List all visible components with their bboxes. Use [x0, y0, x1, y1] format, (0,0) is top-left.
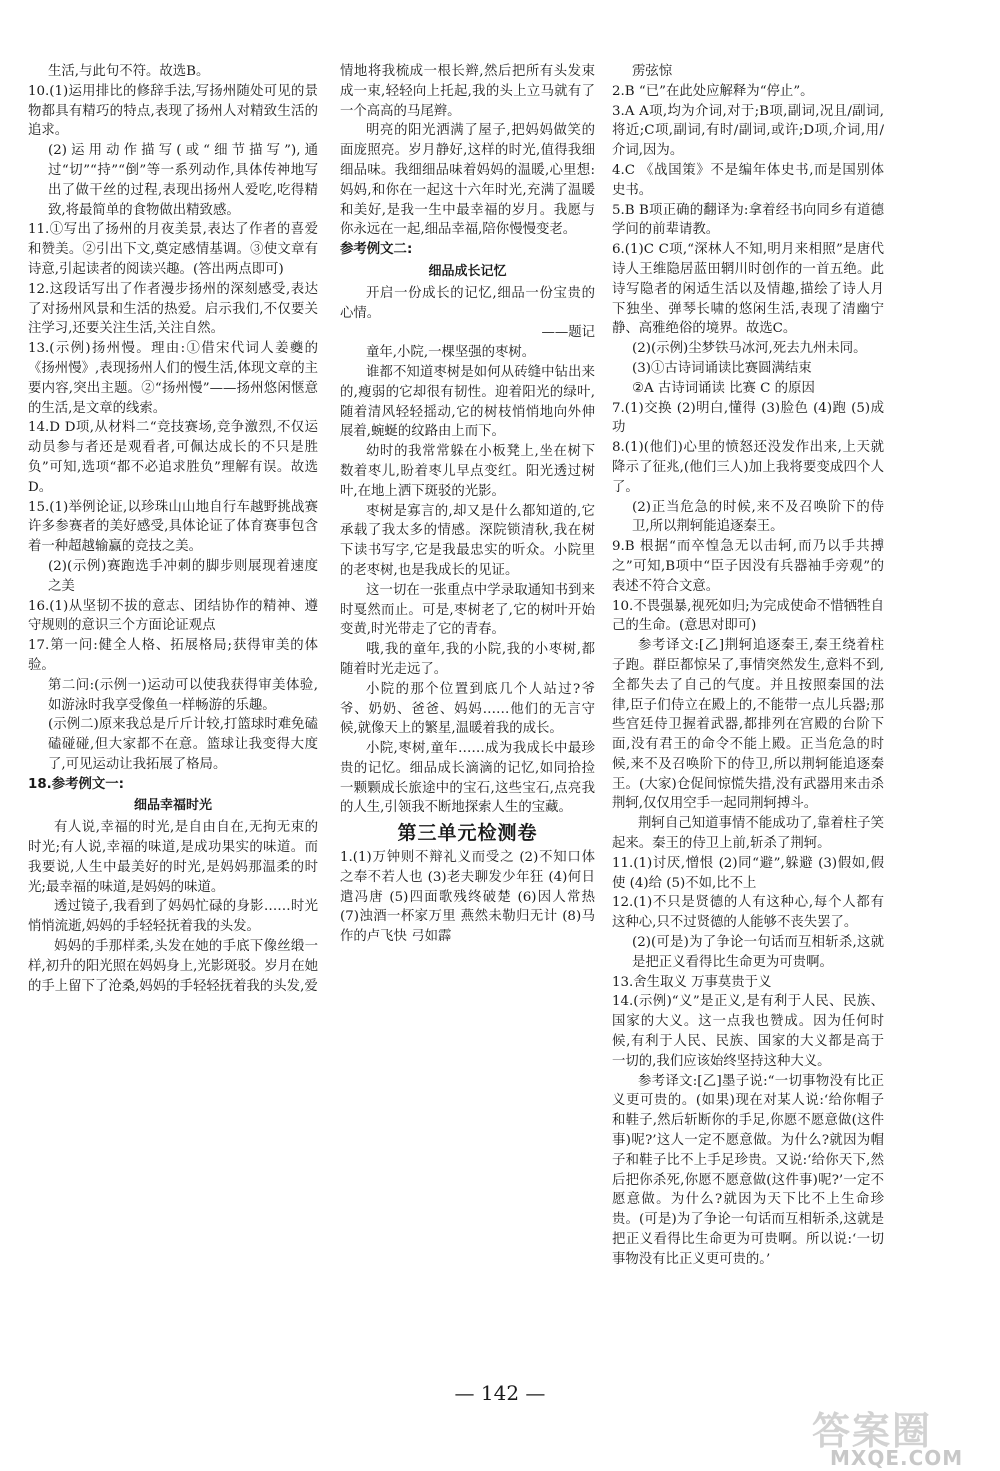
page-number: — 142 — [454, 1381, 546, 1405]
answer-paragraph: ②A 古诗词诵读 比赛 C 的原因 [632, 380, 815, 396]
answer-paragraph: 情地将我梳成一根长辫,然后把所有头发束成一束,轻轻向上托起,我的头上立马就有了一个高高的马尾辫。 [340, 64, 595, 119]
answer-paragraph: 12.这段话写出了作者漫步扬州的深刻感受,表达了对扬州风景和生活的热爱。启示我们,不仅要关注学习,还要关注生活,关注自然。 [28, 281, 318, 337]
answer-column-1 [28, 62, 318, 996]
answer-paragraph: 8.(1)(他们)心里的愤怒还没发作出来,上天就降示了征兆,(他们三人)加上我将要变成四个人了。 [612, 440, 884, 495]
answer-column-2 [340, 62, 595, 947]
answer-paragraph: 16.(1)从坚韧不拔的意志、团结协作的精神、遵守规则的意识三个方面论证观点 [28, 598, 318, 634]
answer-paragraph: 1.(1)万钟则不辩礼义而受之 (2)不知口体之奉不若人也 (3)老夫聊发少年狂 (4)何日遣冯唐 (5)四面歌残终破楚 (6)因人常热 (7)浊酒一杯家万里 燕然未勒归无计 (8)马作的卢飞快 弓如霹 [340, 850, 595, 945]
answer-paragraph: 17.第一问:健全人格、拓展格局;获得审美的体验。 [28, 638, 318, 673]
answer-paragraph: 荆轲自己知道事情不能成功了,靠着柱子笑起来。秦王的侍卫上前,斩杀了荆轲。 [612, 816, 884, 852]
answer-paragraph: 11.(1)讨厌,憎恨 (2)同“避”,躲避 (3)假如,假使 (4)给 (5)不如,比不上 [612, 855, 884, 891]
answer-paragraph: 谁都不知道枣树是如何从砖缝中钻出来的,瘦弱的它却很有韧性。迎着阳光的绿叶,随着清风轻轻摇动,它的树枝悄悄地向外伸展着,蜿蜒的纹路由上而下。 [340, 364, 595, 440]
watermark-url: MXQE.COM [830, 1446, 964, 1470]
answer-paragraph: 10.不畏强暴,视死如归;为完成使命不惜牺牲自己的生命。(意思对即可) [612, 598, 884, 634]
answer-paragraph: 妈妈的手那样柔,头发在她的手底下像丝缎一样,初升的阳光照在妈妈身上,光影斑驳。岁月在她的手上留下了沧桑,妈妈的手轻轻抚着我的头发,爱 [28, 939, 318, 994]
answer-paragraph: 童年,小院,一棵坚强的枣树。 [366, 345, 536, 361]
section-heading: 第三单元检测卷 [397, 822, 538, 845]
answer-paragraph: 11.①写出了扬州的月夜美景,表达了作者的喜爱和赞美。②引出下文,奠定感情基调。③使文章有诗意,引起读者的阅读兴趣。(答出两点即可) [28, 222, 318, 277]
answer-paragraph: 有人说,幸福的时光,是自由自在,无拘无束的时光;有人说,幸福的味道,是成功果实的味道。而我要说,人生中最美好的时光,是妈妈那温柔的时光;最幸福的味道,是妈妈的味道。 [28, 820, 318, 895]
answer-paragraph: 10.(1)运用排比的修辞手法,写扬州随处可见的景物都具有精巧的特点,表现了扬州人对精致生活的追求。 [28, 83, 318, 139]
essay-label: 18.参考例文一: [28, 776, 125, 792]
answer-paragraph: 5.B B项正确的翻译为:拿着经书向同乡有道德学问的前辈请教。 [612, 202, 884, 238]
answer-paragraph: (2)正当危急的时候,来不及召唤阶下的侍卫,所以荆轲能追逐秦王。 [632, 499, 884, 535]
answer-paragraph: 6.(1)C C项,“深林人不知,明月来相照”是唐代诗人王维隐居蓝田辋川时创作的一首五绝。此诗写隐者的闲适生活以及情趣,描绘了诗人月下独坐、弹琴长啸的悠闲生活,表现了清幽宁静、高雅绝俗的境界。故选C。 [612, 242, 884, 337]
answer-paragraph: 幼时的我常常躲在小板凳上,坐在树下数着枣儿,盼着枣儿早点变红。阳光透过树叶,在地上洒下斑驳的光影。 [340, 444, 595, 499]
answer-paragraph: 这一切在一张重点中学录取通知书到来时戛然而止。可是,枣树老了,它的树叶开始变黄,时光带走了它的青春。 [340, 582, 595, 638]
answer-paragraph: 第二问:(示例一)运动可以使我获得审美体验,如游泳时我享受像鱼一样畅游的乐趣。 [48, 677, 318, 713]
answer-paragraph: 3.A A项,均为介词,对于;B项,副词,况且/副词,将近;C项,副词,有时/副词,或许;D项,介词,用/介词,因为。 [612, 103, 884, 159]
answer-paragraph: 13.舍生取义 万事莫贵于义 [612, 974, 772, 990]
watermark-logo [812, 1400, 992, 1468]
answer-paragraph: 14.(示例)“义”是正义,是有利于人民、民族、国家的大义。这一点我也赞成。因为任何时候,有利于人民、民族、国家的大义都是高于一切的,我们应该始终坚持这种大义。 [612, 994, 884, 1069]
essay-title: 细品成长记忆 [428, 263, 507, 279]
answer-paragraph: 4.C 《战国策》不是编年体史书,而是国别体史书。 [612, 162, 884, 198]
answer-paragraph: 小院,枣树,童年……成为我成长中最珍贵的记忆。细品成长滴滴的记忆,如同拾捡一颗颗成长旅途中的宝石,这些宝石,点亮我的人生,引领我不断地探索人生的宝藏。 [340, 741, 595, 816]
essay-label: 参考例文二: [340, 242, 413, 258]
answer-paragraph: 透过镜子,我看到了妈妈忙碌的身影……时光悄悄流逝,妈妈的手轻轻抚着我的头发。 [28, 899, 318, 935]
answer-paragraph: (示例二)原来我总是斤斤计较,打篮球时难免磕磕碰碰,但大家都不在意。篮球让我变得大度了,可见运动让我拓展了格局。 [48, 717, 318, 772]
answer-column-3 [612, 62, 884, 1270]
answer-paragraph: 明亮的阳光洒满了屋子,把妈妈做笑的面庞照亮。岁月静好,这样的时光,值得我细细品味。我细细品味着妈妈的温暖,心里想:妈妈,和你在一起这十六年时光,充满了温暖和美好,是我一生中最幸福的岁月。我愿与你永远在一起,细品幸福,陪你慢慢变老。 [340, 123, 595, 238]
answer-paragraph: 小院的那个位置到底几个人站过?爷爷、奶奶、爸爸、妈妈……他们的无言守候,就像天上的繁星,温暖着我的成长。 [340, 681, 595, 737]
answer-paragraph: (2)(示例)尘梦铁马冰河,死去九州未同。 [632, 341, 867, 357]
answer-paragraph: 雳弦惊 [632, 64, 673, 79]
answer-paragraph: ——题记 [541, 325, 595, 341]
answer-paragraph: (2)运用动作描写(或“细节描写”),通过“切”“持”“倒”等一系列动作,具体传神地写出了做干丝的过程,表现出扬州人爱吃,吃得精致,将最简单的食物做出精致感。 [48, 143, 318, 218]
answer-paragraph: 枣树是寡言的,却又是什么都知道的,它承载了我太多的情感。深院锁清秋,我在树下读书写字,它是我最忠实的听众。小院里的老枣树,也是我成长的见证。 [340, 503, 595, 578]
answer-paragraph: 12.(1)不只是贤德的人有这种心,每个人都有这种心,只不过贤德的人能够不丧失罢了。 [612, 895, 884, 931]
answer-paragraph: 13.(示例)扬州慢。理由:①借宋代词人姜夔的《扬州慢》,表现扬州人们的慢生活,体现文章的主要内容,突出主题。②“扬州慢”——扬州悠闲惬意的生活,是文章的线索。 [28, 341, 318, 416]
watermark-text: 答案圈 [812, 1409, 933, 1453]
answer-paragraph: 参考译文:[乙]荆轲追逐秦王,秦王绕着柱子跑。群臣都惊呆了,事情突然发生,意料不到,全都失去了自己的气度。并且按照秦国的法律,臣子们侍立在殿上的,不能带一点儿兵器;那些宫廷侍卫握着武器,都排列在宫殿的台阶下面,没有君王的命令不能上殿。正当危急的时候,来不及召唤阶下的侍卫,所以荆轲能追逐秦王。(大家)仓促间惊慌失措,没有武器用来击杀荆轲,仅仅用空手一起同荆轲搏斗。 [612, 638, 884, 812]
answer-paragraph: (2)(示例)赛跑选手冲刺的脚步则展现着速度之美 [48, 558, 318, 594]
answer-paragraph: 9.B 根据“而卒惶急无以击轲,而乃以手共搏之”可知,B项中“臣子因没有兵器袖手旁观”的表述不符合文意。 [612, 539, 884, 594]
answer-paragraph: 14.D D项,从材料二“竞技赛场,竞争激烈,不仅运动员参与者还是观看者,可佩达成长的不只是胜负”可知,选项“都不必追求胜负”理解有误。故选D。 [28, 420, 318, 495]
answer-paragraph: 哦,我的童年,我的小院,我的小枣树,都随着时光走远了。 [340, 642, 595, 677]
answer-paragraph: 2.B “已”在此处应解释为“停止”。 [612, 83, 814, 99]
answer-paragraph: (2)(可是)为了争论一句话而互相斩杀,这就是把正义看得比生命更为可贵啊。 [632, 935, 884, 970]
answer-paragraph: 生活,与此句不符。故选B。 [48, 64, 210, 79]
answer-paragraph: 开启一份成长的记忆,细品一份宝贵的心情。 [340, 285, 595, 321]
answer-paragraph: (3)①古诗词诵读比赛圆满结束 [632, 360, 812, 376]
answer-paragraph: 7.(1)交换 (2)明白,懂得 (3)脸色 (4)跑 (5)成功 [612, 400, 884, 436]
answer-paragraph: 15.(1)举例论证,以珍珠山山地自行车越野挑战赛许多参赛者的美好感受,具体论证了体育赛事包含着一种超越输赢的竞技之美。 [28, 499, 318, 555]
essay-title: 细品幸福时光 [133, 798, 212, 814]
answer-paragraph: 参考译文:[乙]墨子说:“一切事物没有比正义更可贵的。(如果)现在对某人说:‘给你帽子和鞋子,然后斩断你的手足,你愿不愿意做(这件事)呢?’这人一定不愿意做。为什么?就因为帽子和鞋子比不上手足珍贵。又说:‘给你天下,然后把你杀死,你愿不愿意做(这件事)呢?’一定不愿意做。为什么?就因为天下比不上生命珍贵。(可是)为了争论一句话而互相斩杀,这就是把正义看得比生命更为可贵啊。所以说:‘一切事物没有比正义更可贵的。’ [612, 1073, 884, 1267]
